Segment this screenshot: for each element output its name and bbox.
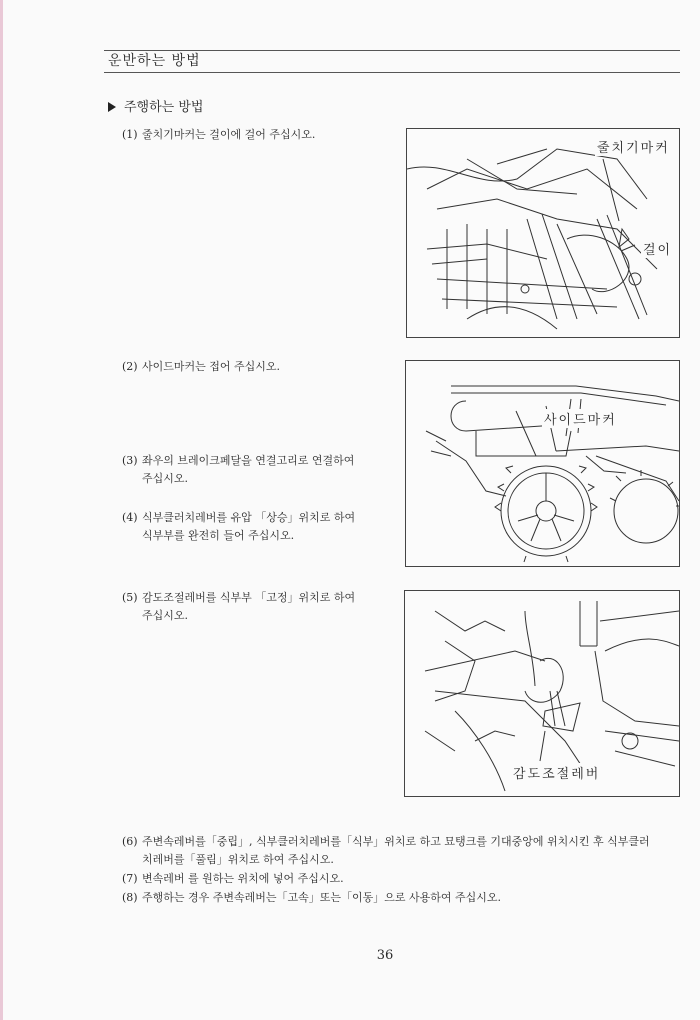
- section-title: 주행하는 방법: [124, 100, 204, 115]
- section-heading: [108, 96, 203, 115]
- side-marker-label: 사이드마커: [542, 409, 619, 428]
- step-3: [122, 452, 382, 488]
- step-number: (2): [122, 360, 138, 373]
- step-text: 변속레버 를 원하는 위치에 넣어 주십시오.: [142, 872, 344, 885]
- step-number: (7): [122, 872, 138, 885]
- step-6: [122, 833, 682, 869]
- header-top-rule: [104, 50, 680, 51]
- figure-sensitivity-lever: [404, 590, 680, 797]
- step-text-continued: 주십시오.: [142, 472, 189, 485]
- side-marker-illustration: [406, 361, 679, 566]
- step-text-continued: 식부부를 완전히 들어 주십시오.: [142, 529, 295, 542]
- sensitivity-lever-label: 감도조절레버: [511, 763, 602, 782]
- header-bottom-rule: [104, 72, 680, 73]
- step-1: [122, 126, 382, 144]
- page-title: 운반하는 방법: [108, 53, 201, 69]
- step-text-continued: 치레버를「풀림」위치로 하여 주십시오.: [142, 853, 334, 866]
- step-number: (1): [122, 128, 138, 141]
- line-marker-illustration: [407, 129, 679, 337]
- step-text: 주변속레버를「중립」, 식부클러치레버를「식부」위치로 하고 묘탱크를 기대중앙에 위치시킨 후 식부클러: [142, 835, 650, 848]
- page-edge: [0, 0, 3, 1020]
- figure-side-marker: [405, 360, 680, 567]
- step-text-continued: 주십시오.: [142, 609, 189, 622]
- step-text: 사이드마커는 접어 주십시오.: [142, 360, 281, 373]
- step-5: [122, 589, 382, 625]
- step-2: [122, 358, 382, 376]
- figure-line-marker: [406, 128, 680, 338]
- step-text: 주행하는 경우 주변속레버는「고속」또는「이동」으로 사용하여 주십시오.: [142, 891, 502, 904]
- triangle-bullet-icon: [108, 102, 116, 112]
- line-marker-label: 줄치기마커: [595, 137, 672, 156]
- step-number: (5): [122, 591, 138, 604]
- step-text: 좌우의 브레이크페달을 연결고리로 연결하여: [142, 454, 355, 467]
- step-4: [122, 509, 382, 545]
- step-number: (8): [122, 891, 138, 904]
- step-text: 식부클러치레버를 유압 「상승」위치로 하여: [142, 511, 356, 524]
- step-number: (4): [122, 511, 138, 524]
- step-text: 감도조절레버를 식부부 「고정」위치로 하여: [142, 591, 356, 604]
- step-7: [122, 870, 682, 888]
- step-8: [122, 889, 682, 907]
- hook-label: 걸이: [641, 239, 674, 258]
- step-number: (6): [122, 835, 138, 848]
- step-number: (3): [122, 454, 138, 467]
- page-number: 36: [376, 948, 394, 963]
- step-text: 줄치기마커는 걸이에 걸어 주십시오.: [142, 128, 316, 141]
